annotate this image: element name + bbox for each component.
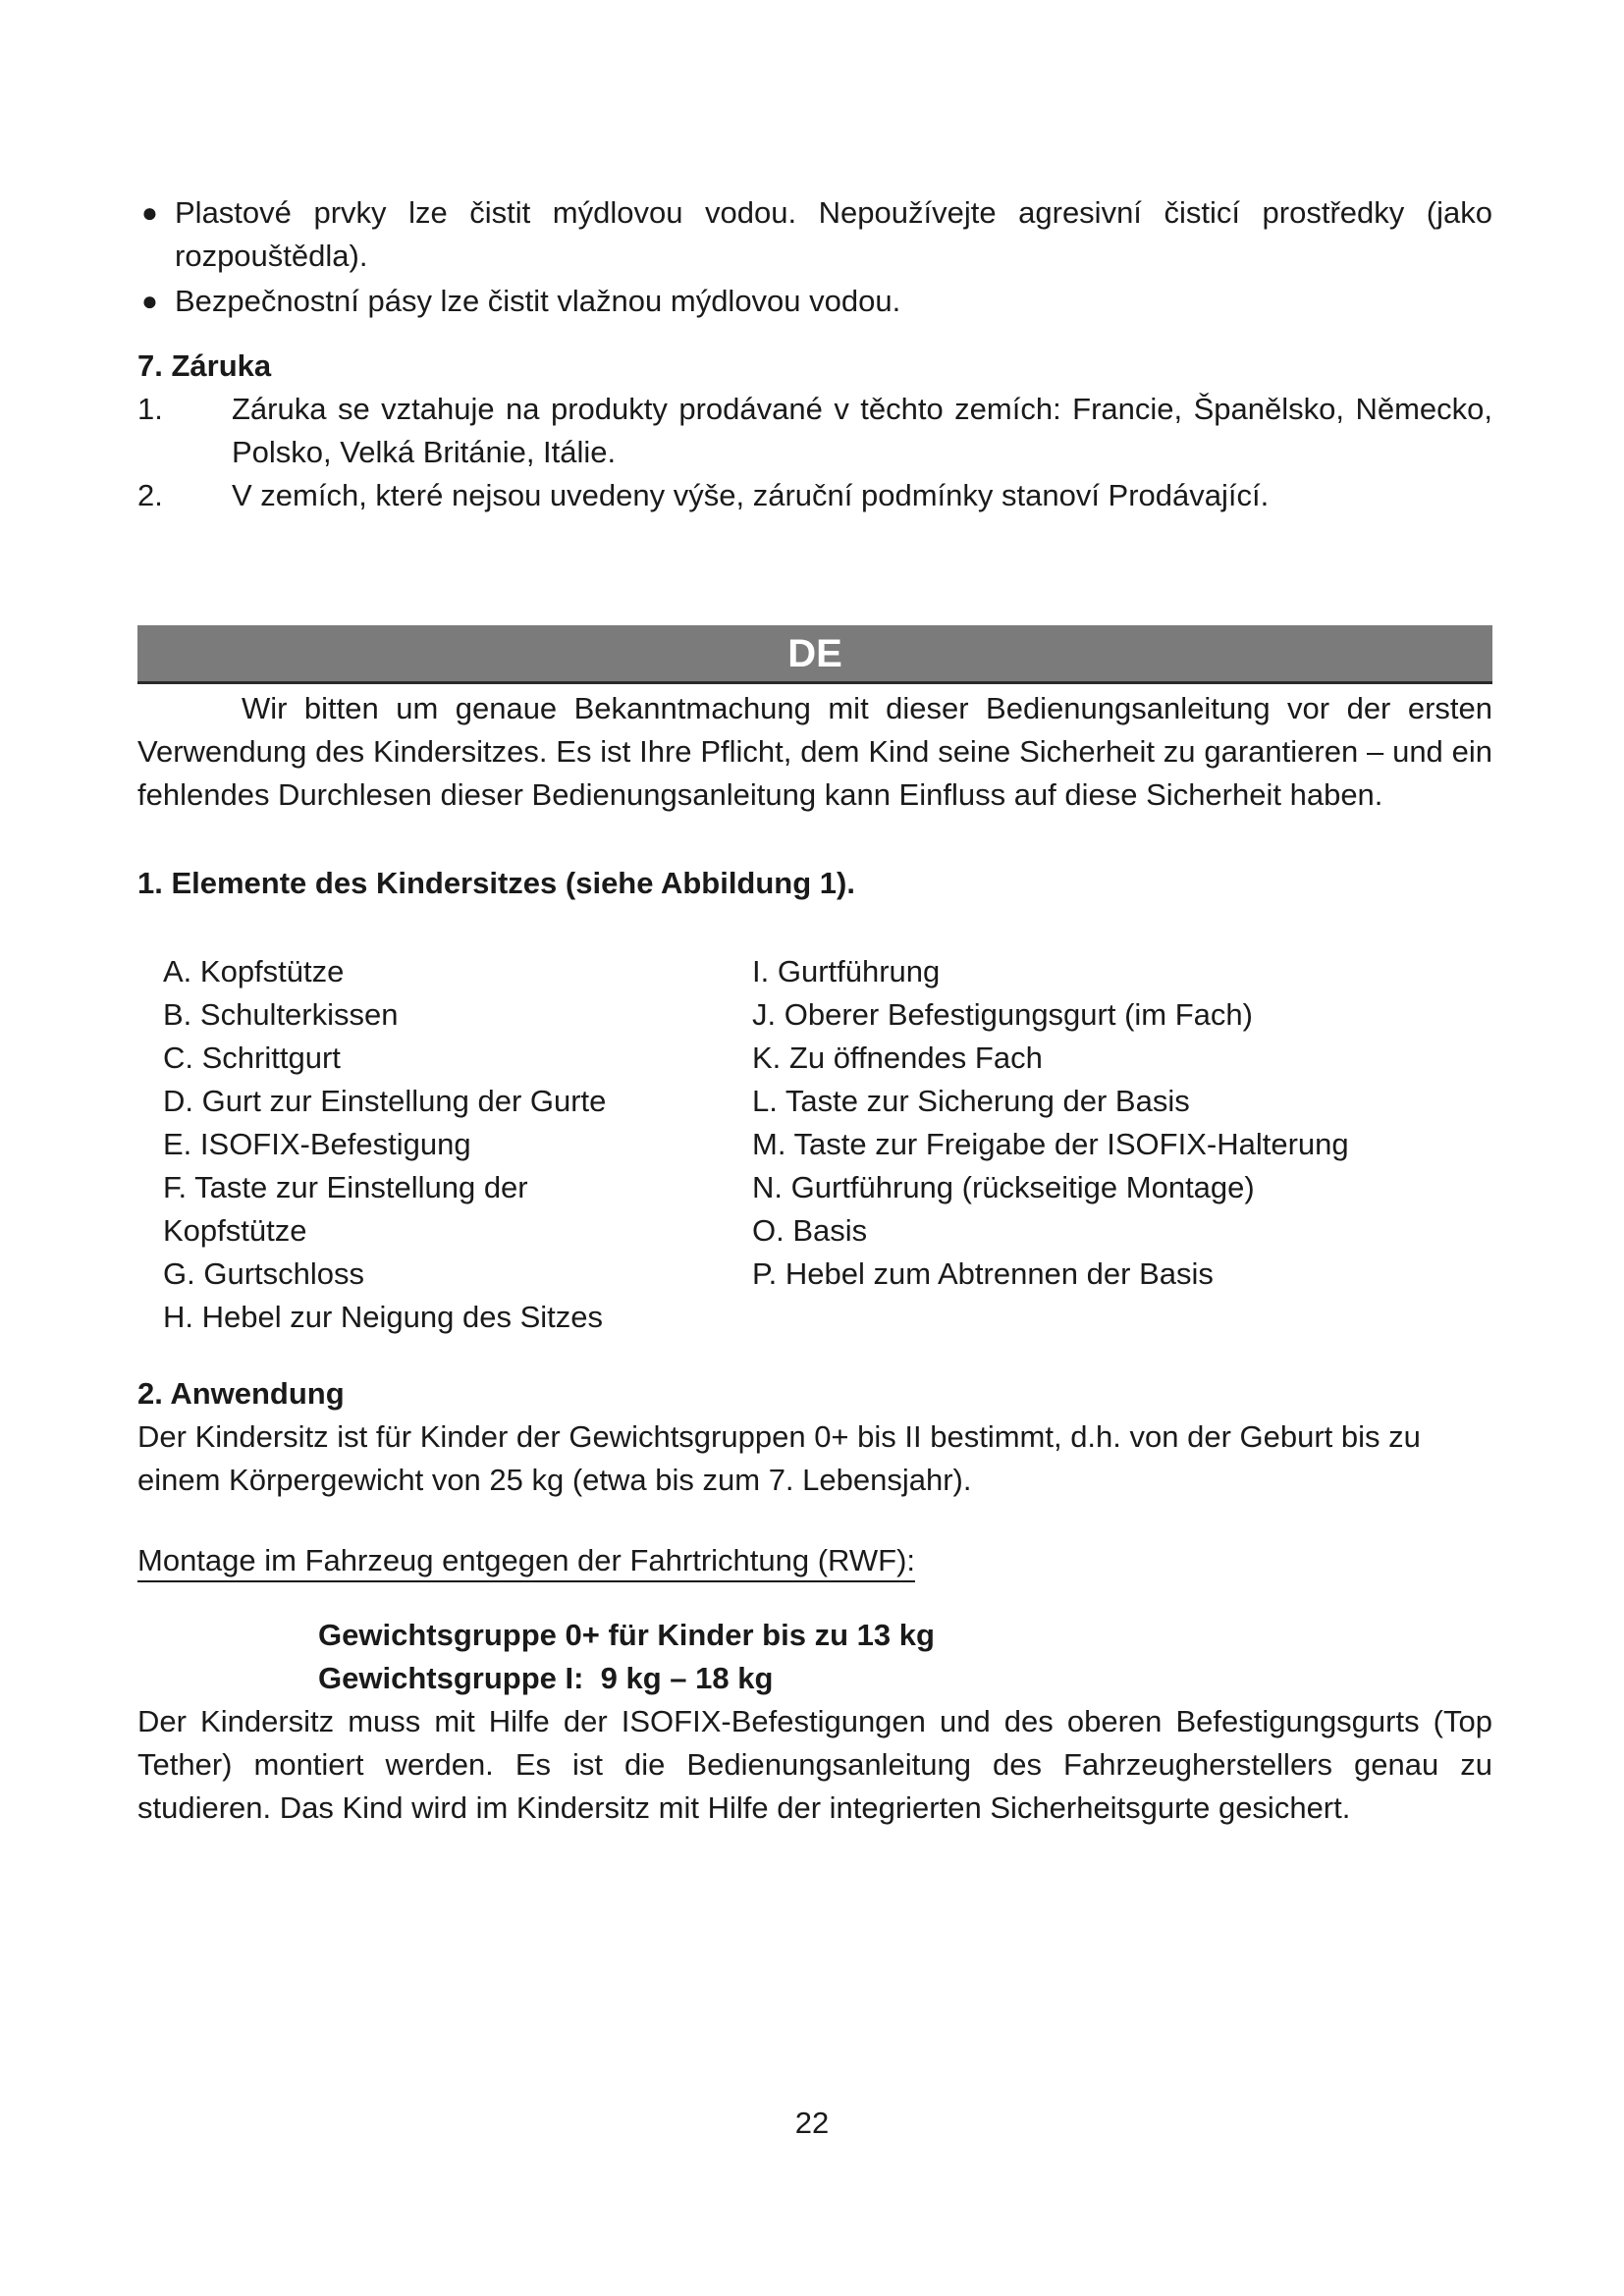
bullet-item	[137, 191, 1492, 278]
element-item: B. Schulterkissen	[163, 997, 399, 1032]
elements-heading: 1. Elemente des Kindersitzes (siehe Abbildung 1).	[137, 866, 855, 900]
element-item: L. Taste zur Sicherung der Basis	[752, 1084, 1190, 1118]
element-item: I. Gurtführung	[752, 954, 941, 988]
element-item: Kopfstütze	[163, 1213, 307, 1248]
element-item: M. Taste zur Freigabe der ISOFIX-Halterung	[752, 1127, 1349, 1161]
warranty-item-number: 1.	[137, 392, 163, 426]
usage-paragraph: Der Kindersitz ist für Kinder der Gewichtsgruppen 0+ bis II bestimmt, d.h. von der Geburt bis zu einem Körpergewicht von 25 kg (etwa bis zum 7. Lebensjahr).	[137, 1419, 1421, 1497]
warranty-item-text: Záruka se vztahuje na produkty prodávané v těchto zemích: Francie, Španělsko, Německo, Polsko, Velká Británie, Itálie.	[232, 392, 1492, 469]
element-item: G. Gurtschloss	[163, 1256, 364, 1291]
language-banner-de: DE	[137, 625, 1492, 684]
page-number: 22	[794, 2106, 830, 2140]
element-item: P. Hebel zum Abtrennen der Basis	[752, 1256, 1214, 1291]
element-item: K. Zu öffnendes Fach	[752, 1041, 1043, 1075]
element-item: N. Gurtführung (rückseitige Montage)	[752, 1170, 1255, 1204]
czech-section	[137, 191, 1492, 517]
element-item: E. ISOFIX-Befestigung	[163, 1127, 471, 1161]
bullet-icon: ●	[141, 197, 158, 228]
bullet-item	[137, 280, 1492, 323]
weight-group-0plus: Gewichtsgruppe 0+ für Kinder bis zu 13 kg	[318, 1618, 935, 1652]
intro-paragraph: Wir bitten um genaue Bekanntmachung mit dieser Bedienungsanleitung vor der ersten Verwendung des Kindersitzes. Es ist Ihre Pflicht, dem Kind seine Sicherheit zu garantieren – und ein fehlendes Durchlesen dieser Bedienungsanleitung kann Einfluss auf diese Sicherheit haben.	[137, 691, 1492, 812]
warranty-list	[137, 388, 1492, 517]
weight-groups	[137, 1614, 1492, 1700]
warranty-item-text: V zemích, které nejsou uvedeny výše, záruční podmínky stanoví Prodávající.	[232, 478, 1270, 512]
warranty-item-number: 2.	[137, 478, 163, 512]
bullet-icon: ●	[141, 286, 158, 316]
elements-column-left	[163, 950, 752, 1339]
montage-heading: Montage im Fahrzeug entgegen der Fahrtrichtung (RWF):	[137, 1541, 915, 1582]
element-item: D. Gurt zur Einstellung der Gurte	[163, 1084, 607, 1118]
element-item: J. Oberer Befestigungsgurt (im Fach)	[752, 997, 1253, 1032]
warranty-item	[137, 474, 1492, 517]
weight-group-1: Gewichtsgruppe I: 9 kg – 18 kg	[318, 1661, 774, 1695]
elements-list	[137, 950, 1492, 1339]
usage-heading: 2. Anwendung	[137, 1376, 345, 1411]
element-item: A. Kopfstütze	[163, 954, 345, 988]
elements-column-right	[752, 950, 1459, 1339]
element-item: O. Basis	[752, 1213, 868, 1248]
bullet-text: Bezpečnostní pásy lze čistit vlažnou mýdlovou vodou.	[175, 284, 901, 318]
montage-paragraph: Der Kindersitz muss mit Hilfe der ISOFIX-Befestigungen und des oberen Befestigungsgurts (Top Tether) montiert werden. Es ist die Bedienungsanleitung des Fahrzeugherstellers genau zu studieren. Das Kind wird im Kindersitz mit Hilfe der integrierten Sicherheitsgurte gesichert.	[137, 1704, 1492, 1825]
german-section	[137, 687, 1492, 1830]
element-item: H. Hebel zur Neigung des Sitzes	[163, 1300, 604, 1334]
element-item: C. Schrittgurt	[163, 1041, 341, 1075]
cleaning-bullet-list	[137, 191, 1492, 323]
warranty-item	[137, 388, 1492, 474]
bullet-text: Plastové prvky lze čistit mýdlovou vodou. Nepoužívejte agresivní čisticí prostředky (jako rozpouštědla).	[175, 195, 1492, 273]
element-item: F. Taste zur Einstellung der	[163, 1170, 528, 1204]
warranty-heading: 7. Záruka	[137, 348, 272, 383]
